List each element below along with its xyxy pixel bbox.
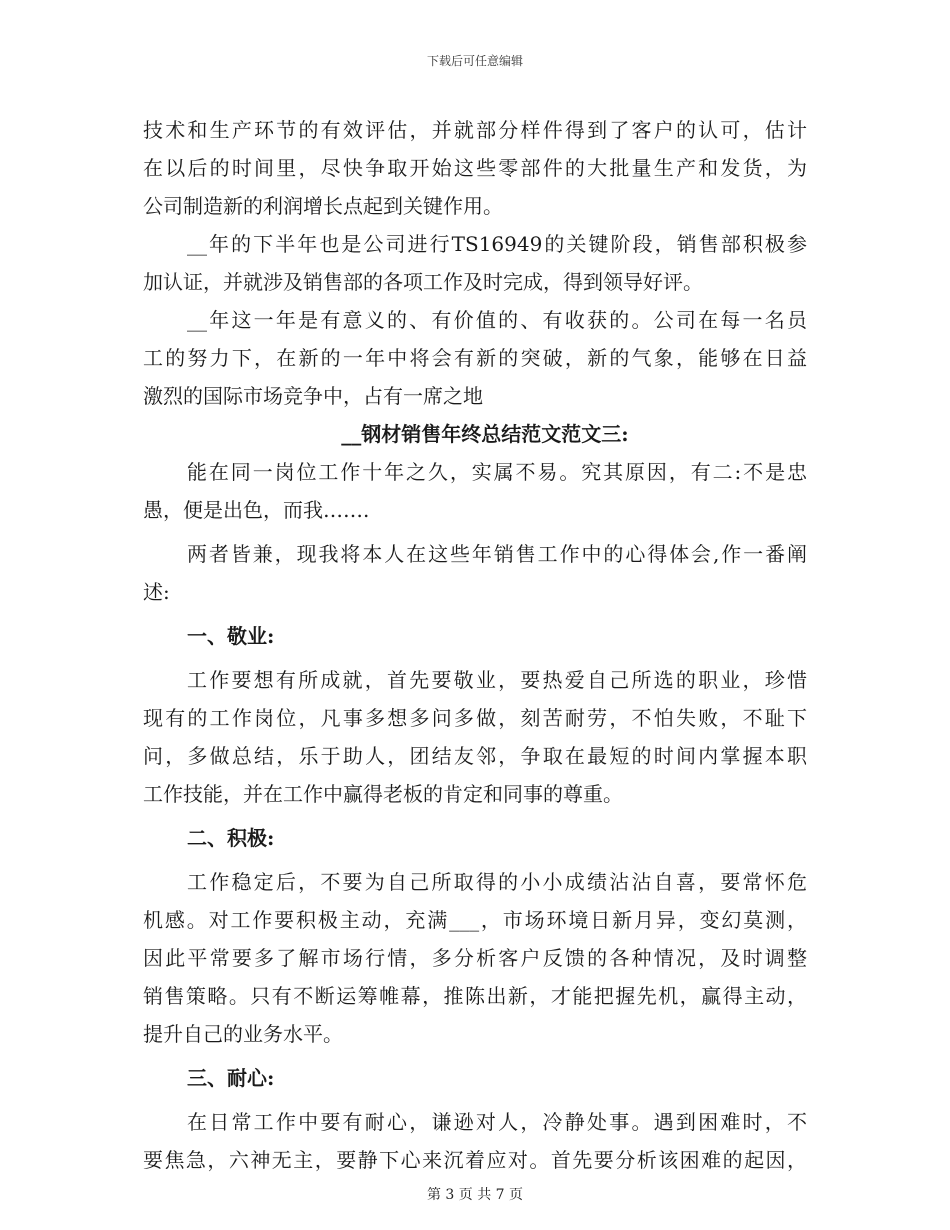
subheading-patience: 三、耐心: xyxy=(187,1066,275,1090)
paragraph-line: 在日常工作中要有耐心，谦逊对人，冷静处事。遇到困难时，不 xyxy=(187,1110,807,1134)
paragraph-line: 工作技能，并在工作中赢得老板的肯定和同事的尊重。 xyxy=(143,782,623,806)
paragraph-line: 要焦急，六神无主，要静下心来沉着应对。首先要分析该困难的起因， xyxy=(143,1148,807,1172)
paragraph-line: 在以后的时间里，尽快争取开始这些零部件的大批量生产和发货，为 xyxy=(143,156,807,180)
paragraph-line: __年的下半年也是公司进行TS16949的关键阶段，销售部积极参 xyxy=(187,232,807,256)
paragraph-line: 技术和生产环节的有效评估，并就部分样件得到了客户的认可，估计 xyxy=(143,118,807,142)
document-body xyxy=(143,111,807,1179)
paragraph-line: 能在同一岗位工作十年之久，实属不易。究其原因，有二:不是忠 xyxy=(187,460,807,484)
paragraph-line: 加认证，并就涉及销售部的各项工作及时完成，得到领导好评。 xyxy=(143,270,703,294)
paragraph-line: 工作要想有所成就，首先要敬业，要热爱自己所选的职业，珍惜 xyxy=(187,668,807,692)
paragraph-line: 问，多做总结，乐于助人，团结友邻，争取在最短的时间内掌握本职 xyxy=(143,744,807,768)
paragraph-line: 提升自己的业务水平。 xyxy=(143,1022,343,1046)
page-number: 第 3 页 共 7 页 xyxy=(426,1187,524,1203)
page-header: 下载后可任意编辑 xyxy=(426,54,523,68)
paragraph-line: 现有的工作岗位，凡事多想多问多做，刻苦耐劳，不怕失败，不耻下 xyxy=(143,706,807,730)
paragraph-line: __年这一年是有意义的、有价值的、有收获的。公司在每一名员 xyxy=(187,308,807,332)
paragraph-line: 愚，便是出色，而我……. xyxy=(143,498,370,522)
paragraph-line: 公司制造新的利润增长点起到关键作用。 xyxy=(143,194,503,218)
paragraph-line: 因此平常要多了解市场行情，多分析客户反馈的各种情况，及时调整 xyxy=(143,946,807,970)
paragraph-line: 两者皆兼，现我将本人在这些年销售工作中的心得体会,作一番阐 xyxy=(187,542,807,566)
paragraph-line: 述: xyxy=(143,580,170,604)
subheading-dedication: 一、敬业: xyxy=(187,624,275,648)
paragraph-line: 工的努力下，在新的一年中将会有新的突破，新的气象，能够在日益 xyxy=(143,346,807,370)
paragraph-line: 机感。对工作要积极主动，充满___，市场环境日新月异，变幻莫测， xyxy=(143,908,807,932)
section-title: __钢材销售年终总结范文范文三: xyxy=(341,422,629,446)
paragraph-line: 工作稳定后，不要为自己所取得的小小成绩沾沾自喜，要常怀危 xyxy=(187,870,807,894)
paragraph-line: 激烈的国际市场竞争中，占有一席之地 xyxy=(143,384,483,408)
subheading-initiative: 二、积极: xyxy=(187,826,275,850)
paragraph-line: 销售策略。只有不断运筹帷幕，推陈出新，才能把握先机，赢得主动， xyxy=(143,984,807,1008)
